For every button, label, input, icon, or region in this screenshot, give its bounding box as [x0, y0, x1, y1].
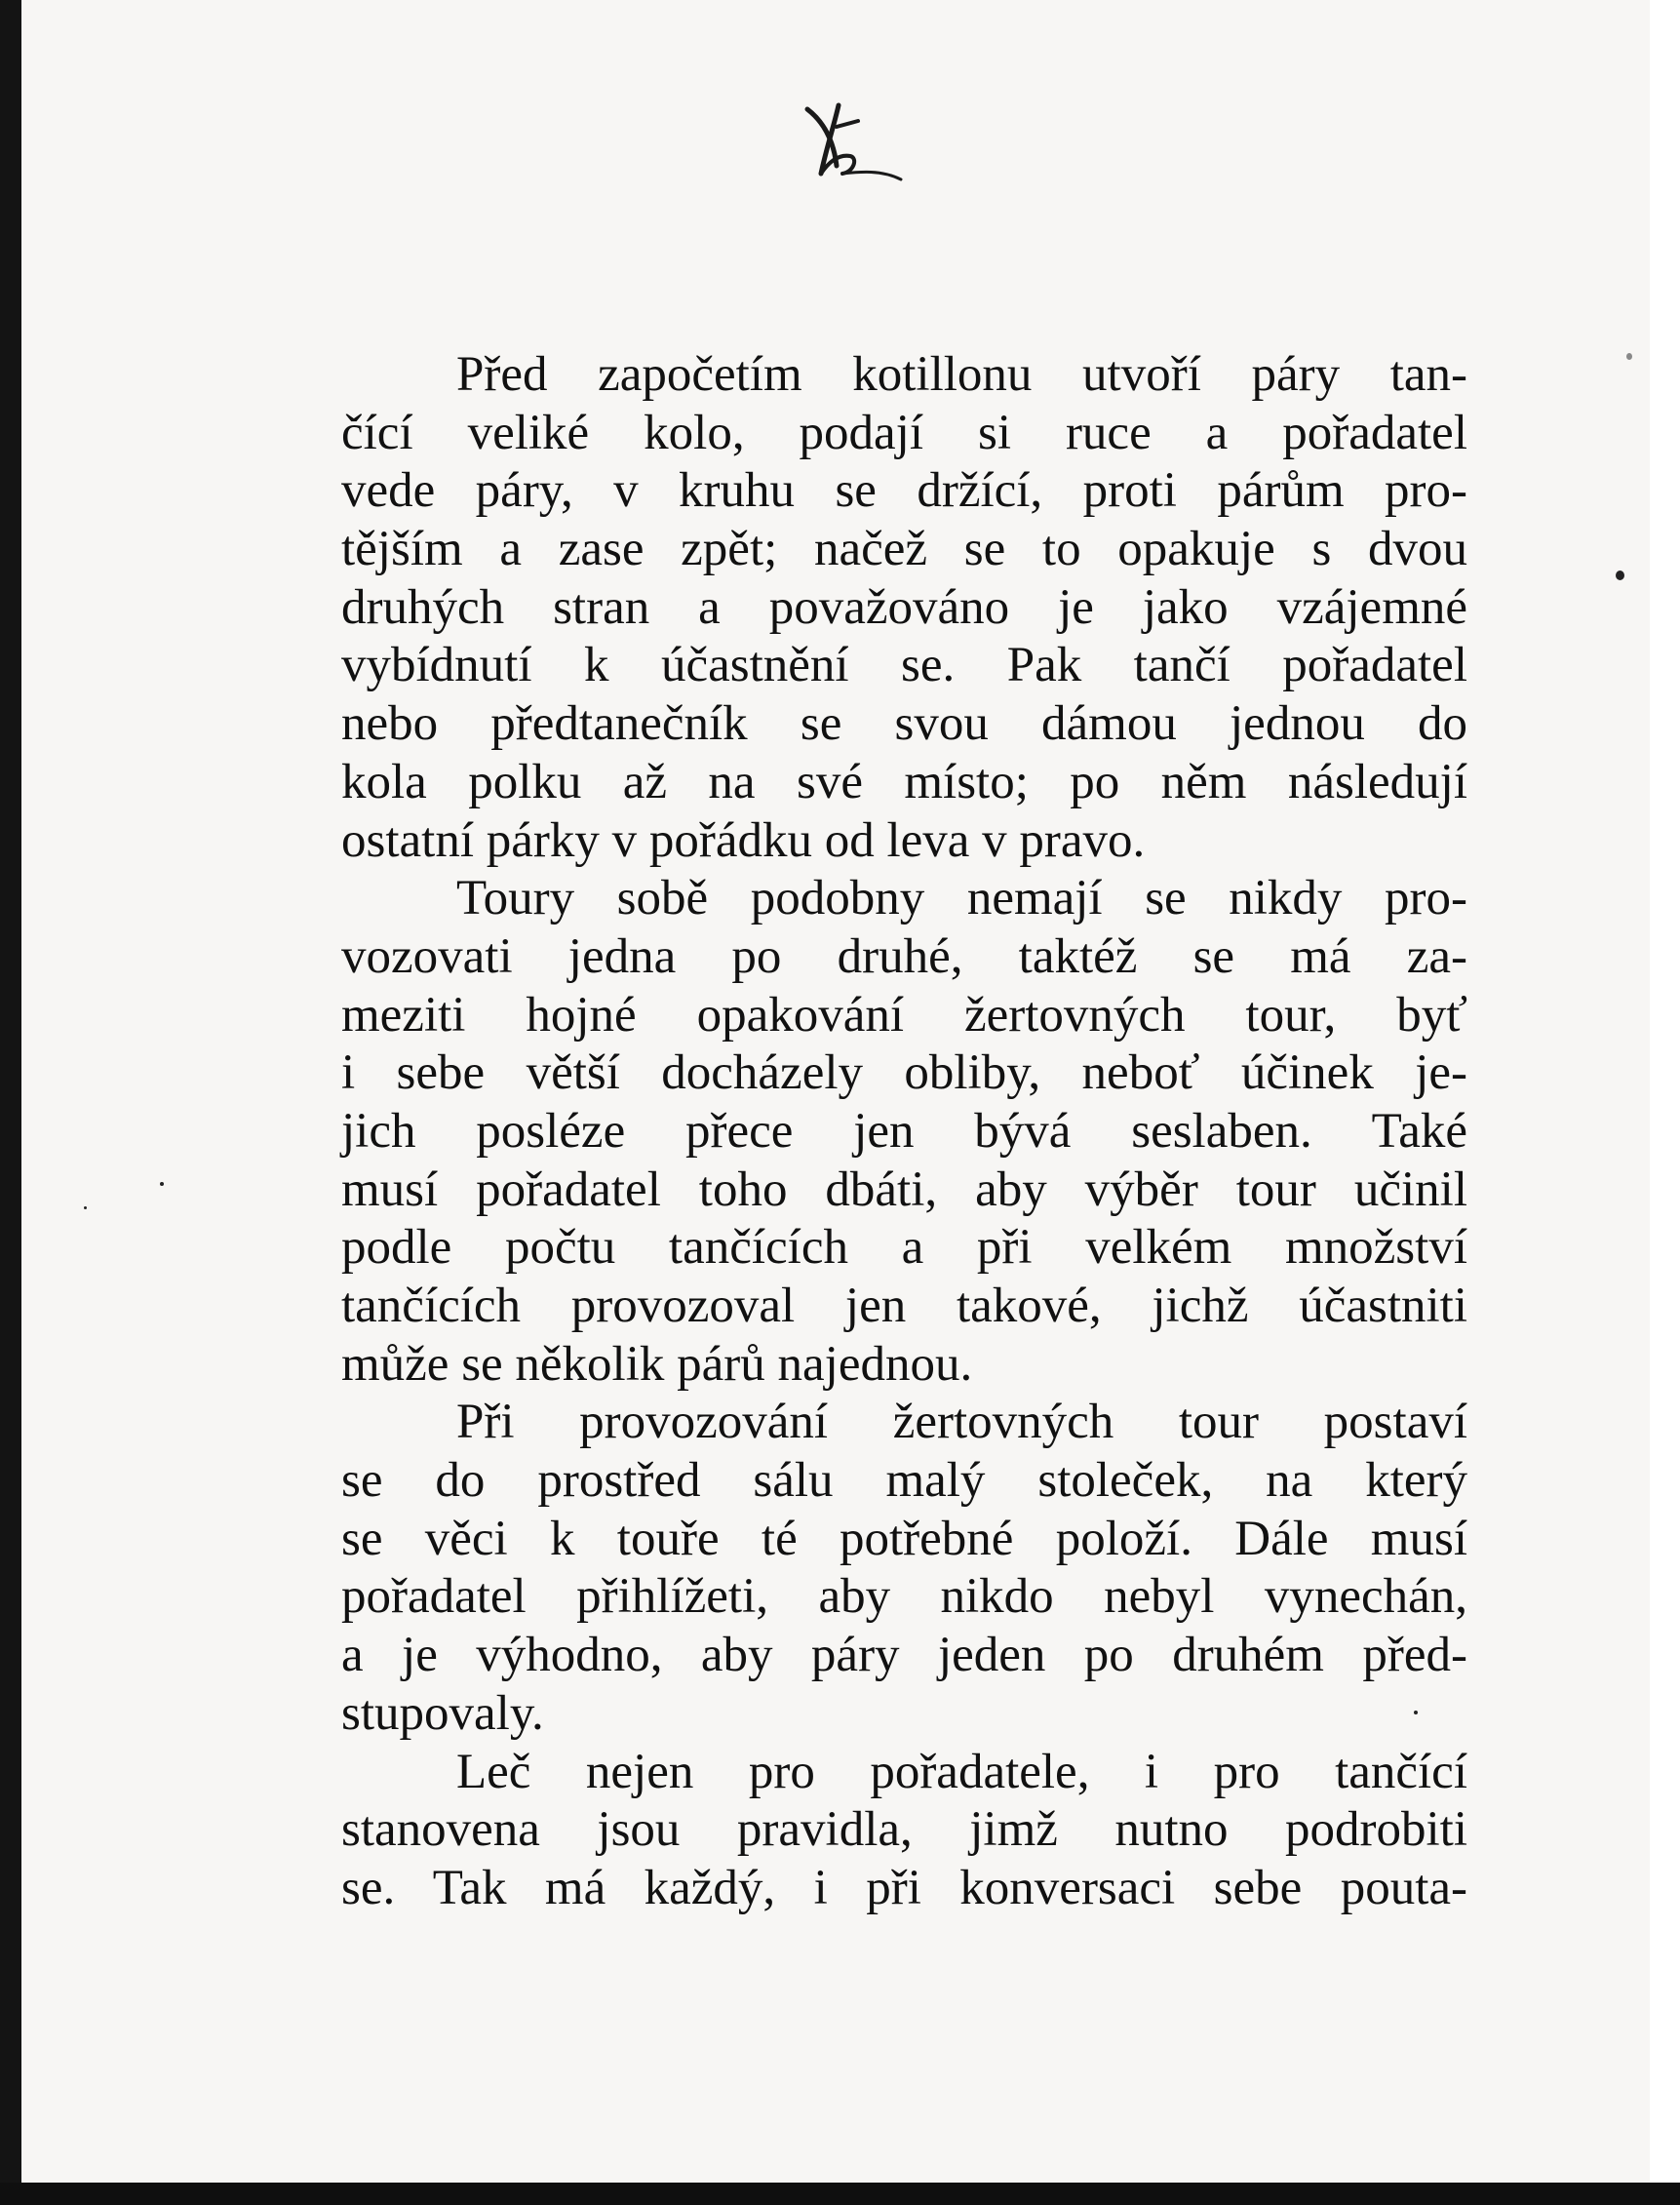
- paragraph-1: [341, 346, 1467, 870]
- right-margin-strip: [1650, 0, 1680, 2205]
- text-line: jich posléze přece jen bývá seslaben. Také: [341, 1103, 1467, 1159]
- body-text: [341, 346, 1467, 1918]
- text-line: tějším a zase zpět; načež se to opakuje s dvou: [341, 522, 1467, 577]
- scan-speck: [1616, 571, 1624, 580]
- text-line: Toury sobě podobny nemají se nikdy pro-: [456, 871, 1467, 926]
- text-line: Před započetím kotillonu utvoří páry tan-: [456, 347, 1467, 402]
- text-line: se věci k touře té potřebné položí. Dále musí: [341, 1511, 1467, 1566]
- bottom-scan-edge: [0, 2183, 1680, 2205]
- text-line: Při provozování žertovných tour postaví: [456, 1395, 1467, 1450]
- text-line: může se několik párů najednou.: [341, 1336, 973, 1392]
- handwritten-mark-icon: [800, 98, 907, 185]
- scan-speck: [1626, 353, 1632, 360]
- text-line: čící veliké kolo, podají si ruce a pořadatel: [341, 405, 1467, 460]
- text-line: nebo předtanečník se svou dámou jednou do: [341, 696, 1467, 752]
- text-line: stanovena jsou pravidla, jimž nutno podrobiti: [341, 1802, 1467, 1858]
- text-line: musí pořadatel toho dbáti, aby výběr tour učinil: [341, 1162, 1467, 1217]
- paragraph-4: [341, 1744, 1467, 1918]
- scan-speck: [84, 1206, 87, 1209]
- paragraph-3: [341, 1394, 1467, 1743]
- text-line: vybídnutí k účastnění se. Pak tančí pořadatel: [341, 638, 1467, 693]
- text-line: druhých stran a považováno je jako vzájemné: [341, 579, 1467, 635]
- text-line: Leč nejen pro pořadatele, i pro tančící: [456, 1744, 1467, 1799]
- text-line: kola polku až na své místo; po něm následují: [341, 754, 1467, 809]
- text-line: vozovati jedna po druhé, taktéž se má za-: [341, 928, 1467, 984]
- text-line: podle počtu tančících a při velkém množství: [341, 1220, 1467, 1276]
- scan-speck: [160, 1182, 164, 1186]
- text-line: meziti hojné opakování žertovných tour, byť: [341, 987, 1467, 1043]
- text-line: a je výhodno, aby páry jeden po druhém před-: [341, 1628, 1467, 1683]
- text-line: stupovaly.: [341, 1685, 544, 1741]
- text-line: se do prostřed sálu malý stoleček, na který: [341, 1453, 1467, 1509]
- text-line: i sebe větší docházely obliby, neboť účinek je-: [341, 1045, 1467, 1101]
- paragraph-2: [341, 870, 1467, 1394]
- text-line: pořadatel přihlížeti, aby nikdo nebyl vynechán,: [341, 1569, 1467, 1625]
- text-line: vede páry, v kruhu se držící, proti párům pro-: [341, 463, 1467, 519]
- text-line: tančících provozoval jen takové, jichž účastniti: [341, 1279, 1467, 1333]
- text-line: ostatní párky v pořádku od leva v pravo.: [341, 812, 1146, 868]
- text-line: se. Tak má každý, i při konversaci sebe pouta-: [341, 1860, 1467, 1915]
